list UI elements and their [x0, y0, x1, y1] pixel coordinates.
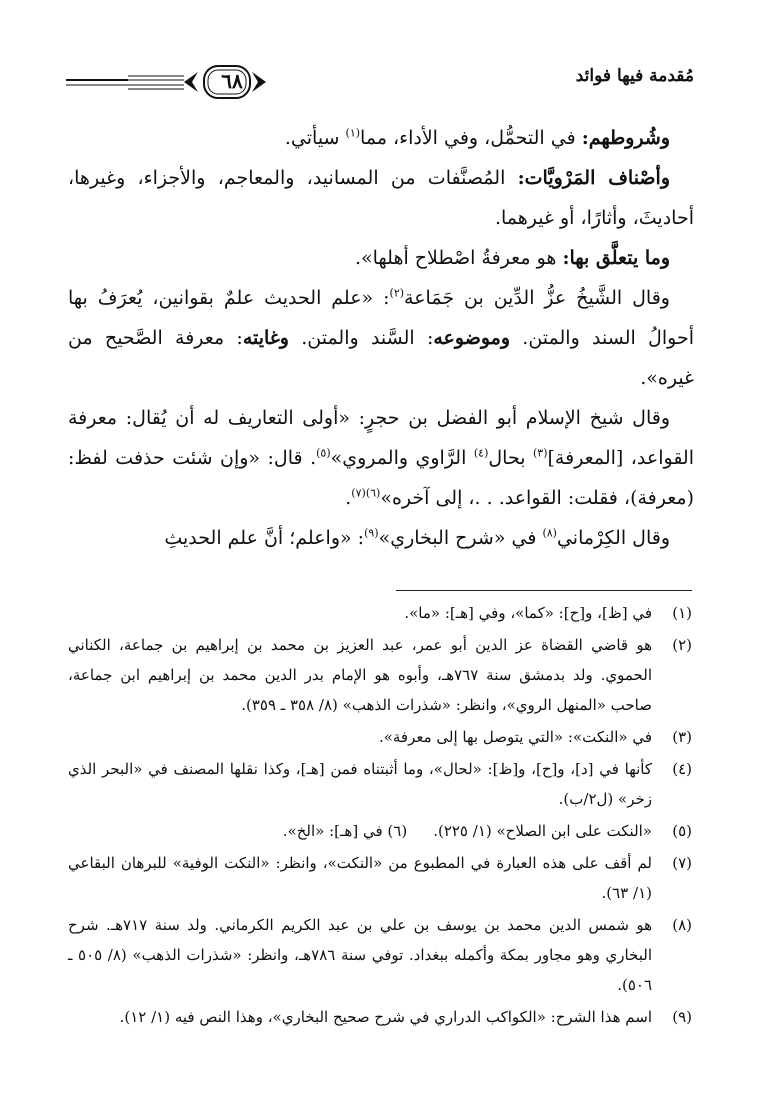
- footnote-number: (٧): [672, 854, 692, 872]
- footnote-number: (٥): [672, 822, 692, 840]
- paragraph-text: : «علم الحديث علمٌ بقوانين، يُعرَفُ بها أحوالُ السند والمتن.: [68, 287, 694, 349]
- paragraph-text: هو معرفةُ اصْطلاح أهلها».: [354, 247, 563, 269]
- footnote-text: هو قاضي القضاة عز الدين أبو عمر، عبد العزيز بن محمد بن إبراهيم بن جماعة، الكناني الحموي. ولد بدمشق سنة ٧٦٧هـ، وأبوه هو الإمام بدر الدين محمد بن إبراهيم ابن جماعة، صاحب «المنهل الروي»، وانظر: «شذرات الذهب» (٨/ ٣٥٨ ـ ٣٥٩).: [68, 636, 652, 714]
- footnote-number: (٤): [672, 760, 692, 778]
- paragraph-text: في التحمُّل، وفي الأداء، مما: [360, 127, 582, 149]
- footnote-text: لم أقف على هذه العبارة في المطبوع من «النكت»، وانظر: «النكت الوفية» للبرهان البقاعي (١/ ٦٣).: [68, 854, 652, 902]
- footnote-text: هو شمس الدين محمد بن يوسف بن علي بن عبد الكريم الكرماني. ولد سنة ٧١٧هـ. شرح البخاري وهو مجاور بمكة وأكمله ببغداد. توفي سنة ٧٨٦هـ، وانظر: «شذرات الذهب» (٨/ ٥٠٥ ـ ٥٠٦).: [68, 916, 652, 994]
- paragraph-text: وقال الكِرْماني: [556, 527, 670, 549]
- paragraph-text: وقال الشَّيخُ عزُّ الدِّين بن جَمَاعة: [404, 287, 670, 309]
- footnote-number: (٨): [672, 916, 692, 934]
- page-number: ٦٨: [221, 69, 243, 93]
- main-text: [68, 118, 694, 558]
- footnote-text: في [ظ]، و[ح]: «كما»، وفي [هـ]: «ما».: [404, 604, 652, 622]
- footnote-text: اسم هذا الشرح: «الكواكب الدراري في شرح صحيح البخاري»، وهذا النص فيه (١/ ١٢).: [119, 1008, 652, 1026]
- term-label: وشُروطهم:: [581, 127, 670, 149]
- footnote: [68, 754, 692, 814]
- paragraph-text: سيأتي.: [284, 127, 346, 149]
- paragraph-text: : السَّند والمتن.: [288, 327, 434, 349]
- paragraph-text: . قال: «وإن شئت حذفت لفظ: (معرفة)، فقلت: القواعد. . .، إلى آخره»: [68, 447, 694, 509]
- footnote: [68, 630, 692, 720]
- footnote-number: (٦): [387, 822, 408, 840]
- footnote-ref[interactable]: (١): [345, 126, 361, 140]
- footnote-ref[interactable]: (٦): [365, 486, 381, 500]
- footnote-number: (٢): [672, 636, 692, 654]
- footnote-ref[interactable]: (٧): [351, 486, 366, 500]
- footnote-ref[interactable]: (٥): [316, 446, 331, 460]
- footnote: [68, 598, 692, 628]
- paragraph-text: بحال: [488, 447, 533, 469]
- footnotes: [68, 598, 692, 1034]
- term-label: وما يتعلَّق بها:: [562, 247, 670, 269]
- footnote-ref[interactable]: (٢): [389, 286, 405, 300]
- footnote-number: (١): [672, 604, 692, 622]
- footnote-ref[interactable]: (٤): [473, 446, 489, 460]
- paragraph-related: [68, 238, 694, 278]
- footnote-text: في [هـ]: «الخ».: [282, 822, 383, 840]
- footnote-number: (٣): [672, 728, 692, 746]
- paragraph-conditions: [68, 118, 694, 158]
- paragraph-text: الرَّاوي والمروي»: [330, 447, 474, 469]
- footnote-divider: [396, 590, 692, 591]
- paragraph-text: : «واعلم؛ أنَّ علم الحديثِ: [164, 527, 365, 549]
- footnote-number: (٩): [672, 1008, 692, 1026]
- paragraph-text: في «شرح البخاري»: [378, 527, 543, 549]
- footnote: [68, 910, 692, 1000]
- footnote-text: كأنها في [د]، و[ح]، و[ظ]: «لحال»، وما أثبتناه فمن [هـ]، وكذا نقلها المصنف في «البحر الذي زخر» (ل٢/ب).: [68, 760, 652, 808]
- paragraph-ibn-jamaa: [68, 278, 694, 398]
- footnote-ref[interactable]: (٣): [533, 446, 548, 460]
- term-label: وأصْناف المَرْويَّات:: [517, 167, 671, 189]
- paragraph-text: .: [345, 487, 352, 509]
- term-label: وموضوعه: [433, 327, 511, 349]
- paragraph-ibn-hajar: [68, 398, 694, 518]
- footnote: [68, 1002, 692, 1032]
- header-title: مُقدمة فيها فوائد: [575, 66, 694, 86]
- paragraph-text: وقال شيخ الإسلام أبو الفضل بن حجرٍ: «أولى التعاريف له أن يُقال: معرفة القواعد، [المعرفة]: [68, 407, 695, 469]
- footnote: [68, 816, 692, 846]
- footnote-ref[interactable]: (٩): [364, 526, 379, 540]
- footnote: [68, 722, 692, 752]
- term-label: وغايته: [242, 327, 289, 349]
- footnote-text: «النكت على ابن الصلاح» (١/ ٢٢٥).: [433, 822, 652, 840]
- paragraph-kirmani: [68, 518, 694, 558]
- footnote-ref[interactable]: (٨): [542, 526, 557, 540]
- paragraph-text: المُصنَّفات من المسانيد، والمعاجم، والأجزاء، وغيرها، أحاديثَ، وأثارًا، أو غيرهما.: [68, 167, 694, 229]
- running-header: [66, 62, 694, 104]
- paragraph-narrations: [68, 158, 694, 238]
- footnote: [68, 848, 692, 908]
- page-number-ornament: [66, 62, 266, 104]
- paragraph-text: : معرفة الصَّحيح من غيره».: [68, 327, 694, 389]
- footnote-text: في «النكت»: «التي يتوصل بها إلى معرفة».: [378, 728, 652, 746]
